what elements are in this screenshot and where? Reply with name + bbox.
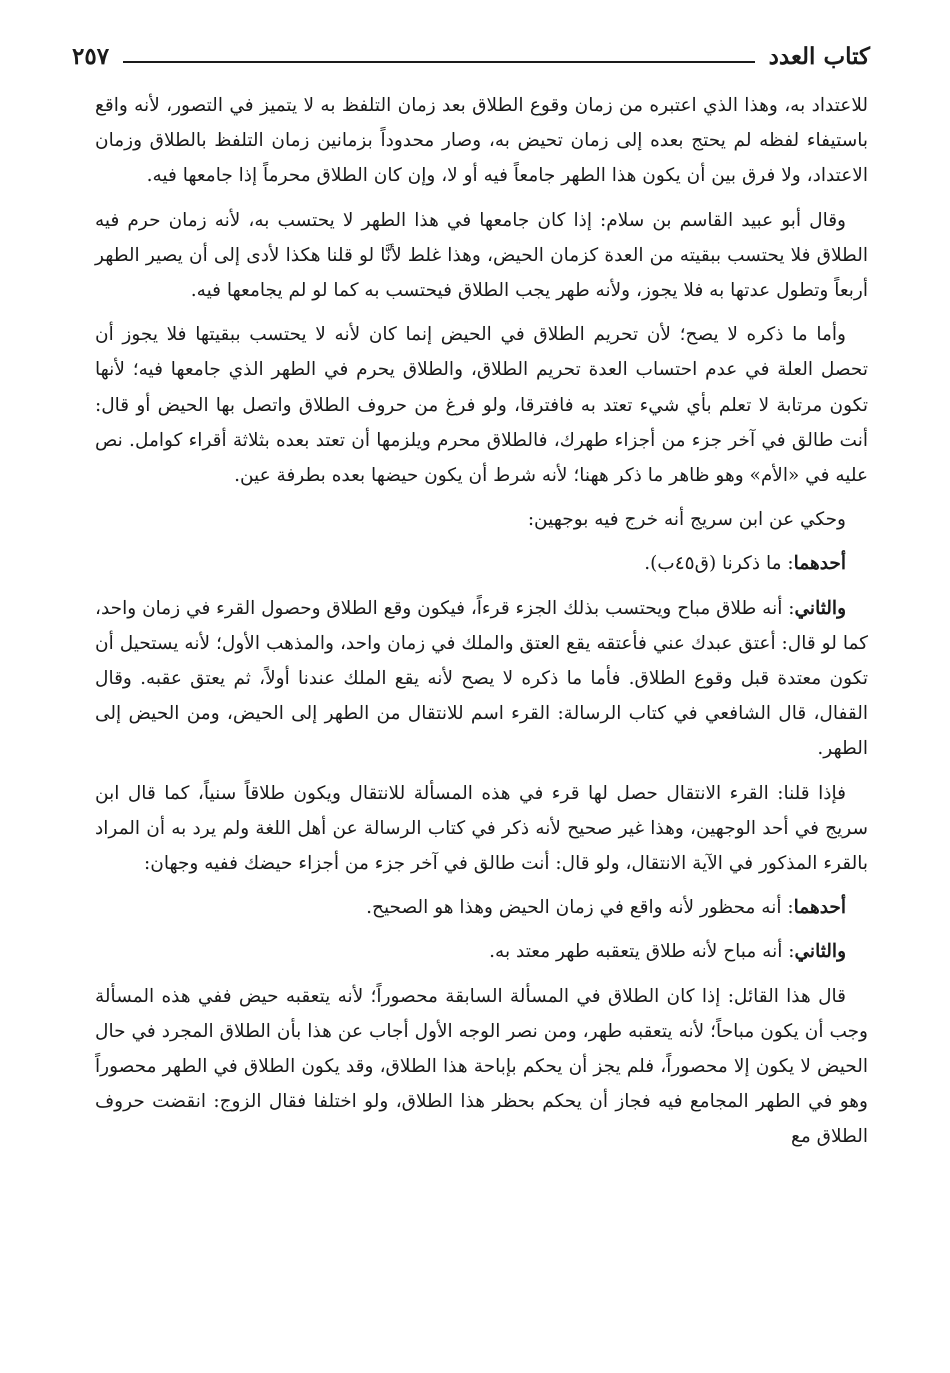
second-aspect-label-2: والثاني [794, 941, 846, 963]
paragraph-7: فإذا قلنا: القرء الانتقال حصل لها قرء في هذه المسألة للانتقال ويكون طلاقاً سنياً، كما قال ابن سريج في أحد الوجهين، وهذا غير صحيح لأنه ذكر في كتاب الرسالة عن أهل اللغة ولم يرد به أن المراد بالقرء المذكور في الآية الانتقال، ولو قال: أنت طالق في آخر جزء من أجزاء حيضك ففيه وجهان: [95, 782, 868, 875]
first-aspect-label-2: أحدهما [793, 897, 846, 919]
header-rule [123, 61, 755, 63]
paragraph-9 [95, 934, 868, 969]
paragraph-4: وحكي عن ابن سريج أنه خرج فيه بوجهين: [527, 509, 846, 531]
chapter-title: كتاب العدد [768, 42, 870, 70]
page-body [95, 88, 868, 1164]
paragraph-1: للاعتداد به، وهذا الذي اعتبره من زمان وقوع الطلاق بعد زمان التلفظ به لا يتميز في التصور، لأنه واقع باستيفاء لفظه لم يحتج بعده إلى زمان تحيض به، وصار محدوداً بزمانين زمان التلفظ بالطلاق وزمان الاعتداد، ولا فرق بين أن يكون هذا الطهر جامعاً فيه أو لا، وإن كان الطلاق محرماً إذا جامعها فيه. [95, 95, 868, 187]
page-header [72, 36, 870, 76]
paragraph-8 [95, 890, 868, 925]
first-aspect-text-2: : أنه محظور لأنه واقع في زمان الحيض وهذا هو الصحيح. [366, 897, 794, 919]
paragraph-5 [95, 546, 868, 581]
page-number: ٢٥٧ [72, 42, 110, 70]
second-aspect-text: : أنه طلاق مباح ويحتسب بذلك الجزء قرءاً، فيكون وقع الطلاق وحصول القرء في زمان واحد، كما لو قال: أعتق عبدك عني فأعتقه يقع العتق والملك في زمان واحد، والمذهب الأول؛ لأنه يستحيل أن تكون معتدة قبل وقوع الطلاق. فأما ما ذكره لا يصح لأنه يقع الملك عندنا أولاً، ثم يعتق عقبه. وقال القفال، قال الشافعي في كتاب الرسالة: القرء اسم للانتقال من الطهر إلى الحيض، ومن الحيض إلى الطهر. [95, 597, 868, 760]
first-aspect-label: أحدهما [793, 553, 846, 575]
second-aspect-label: والثاني [794, 597, 846, 619]
paragraph-10: قال هذا القائل: إذا كان الطلاق في المسألة السابقة محصوراً؛ لأنه يتعقبه حيض ففي هذه المسألة وجب أن يكون مباحاً؛ لأنه يتعقبه طهر، ومن نصر الوجه الأول أجاب عن هذا بأن الطلاق المجرد في حال الحيض لا يكون إلا محصوراً، فلم يجز أن يحكم بإباحة هذا الطلاق، وقد يكون الطلاق في الطهر محصوراً وهو في الطهر المجامع فيه فجاز أن يحكم بحظر هذا الطلاق، ولو اختلفا فقال الزوج: انقضت حروف الطلاق مع [95, 985, 868, 1148]
paragraph-2: وقال أبو عبيد القاسم بن سلام: إذا كان جامعها في هذا الطهر لا يحتسب به، لأنه زمان حرم فيه الطلاق فلا يحتسب ببقيته من العدة كزمان الحيض، وهذا غلط لأنَّا لو قلنا هكذا لأدى إلى أن يصير الطهر أربعاً وتطول عدتها به فلا يجوز، ولأنه طهر يجب الطلاق فيحتسب به كما لو لم يجامعها فيه. [95, 209, 868, 302]
paragraph-3: وأما ما ذكره لا يصح؛ لأن تحريم الطلاق في الحيض إنما كان لأنه لا يحتسب ببقيتها فلا يجوز أن تحصل العلة في عدم احتساب العدة تحريم الطلاق، والطلاق يحرم في الطهر الذي جامعها فيه؛ لأنها تكون مرتابة لا تعلم بأي شيء تعتد به فافترقا، ولو فرغ من حروف الطلاق واتصل بها الحيض أو قال: أنت طالق في آخر جزء من أجزاء طهرك، فالطلاق محرم ويلزمها أن تعتد بعده بثلاثة أقراء كوامل. نص عليه في «الأم» وهو ظاهر ما ذكر ههنا؛ لأنه شرط أن يكون حيضها بعده بطرفة عين. [95, 324, 868, 487]
first-aspect-text: : ما ذكرنا (ق٤٥ب). [644, 553, 794, 575]
second-aspect-text-2: : أنه مباح لأنه طلاق يتعقبه طهر معتد به. [489, 941, 795, 963]
paragraph-6 [95, 591, 868, 767]
